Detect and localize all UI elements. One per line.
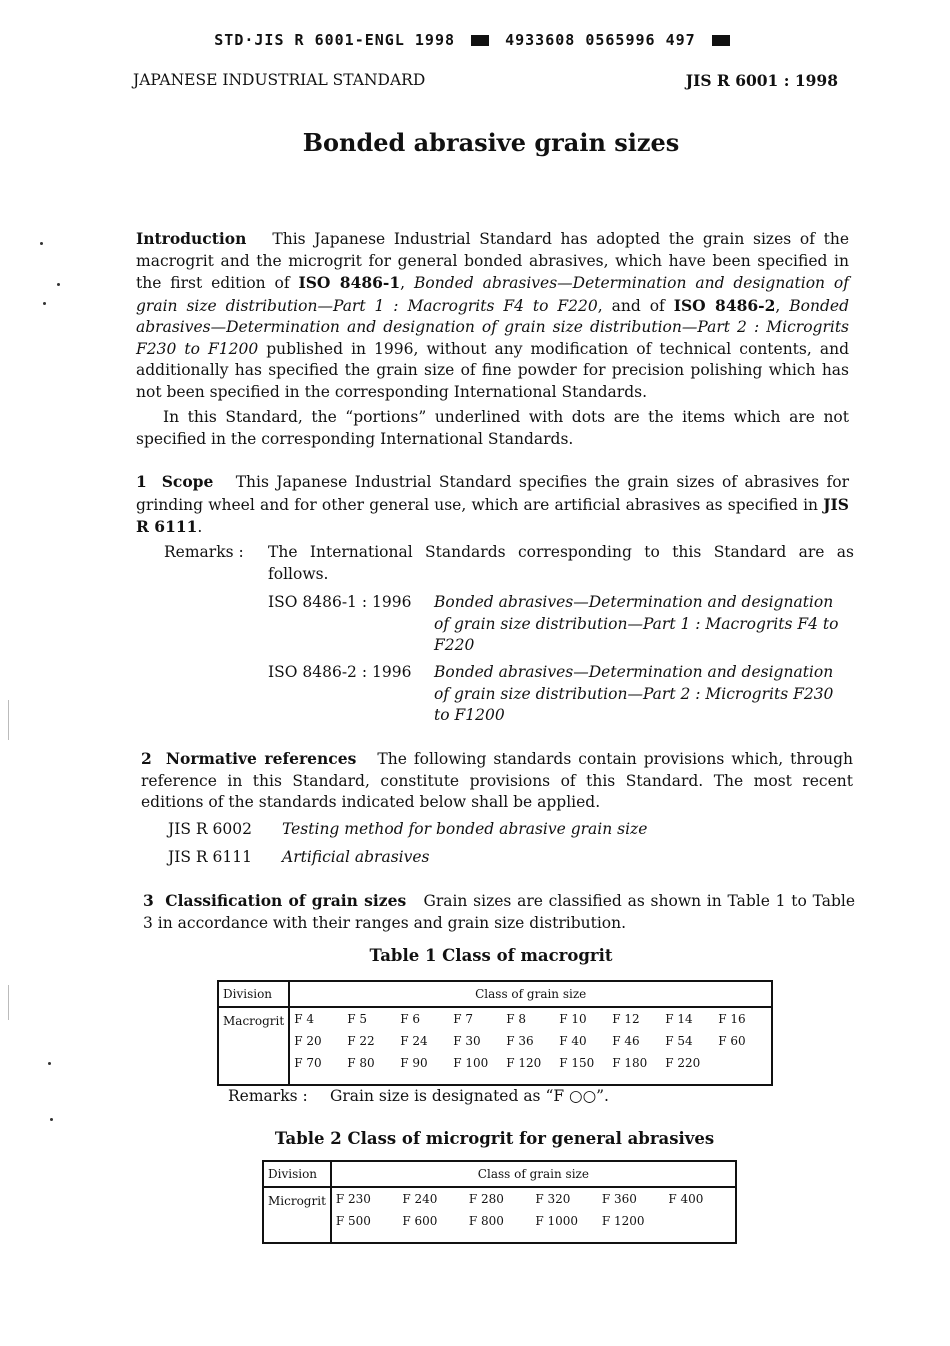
grain-size-cell: F 120: [506, 1056, 542, 1070]
scope-heading: Scope: [161, 472, 214, 491]
classification-heading: Classification of grain sizes: [165, 891, 407, 910]
remarks-label: Remarks :: [164, 543, 244, 561]
table2: [262, 1160, 737, 1244]
grain-size-cell: F 60: [718, 1034, 746, 1048]
table2-grain-cells: [331, 1187, 736, 1243]
jis-ref-code: JIS R 6111: [168, 848, 252, 866]
scan-speck: [40, 242, 43, 245]
grain-size-cell: F 400: [668, 1192, 704, 1206]
scan-speck: [43, 302, 46, 305]
iso-ref-item: [268, 592, 853, 657]
scope-ref: JIS R 6111: [136, 494, 849, 536]
remarks-text: Grain size is designated as “F ○○”.: [330, 1087, 609, 1105]
table1-col-class: Class of grain size: [289, 981, 772, 1007]
table1-caption: Table 1 Class of macrogrit: [369, 946, 613, 965]
introduction-paragraph: [136, 228, 849, 403]
grain-size-cell: F 40: [559, 1034, 587, 1048]
grain-size-cell: F 150: [559, 1056, 595, 1070]
scan-edge-line: [8, 700, 9, 740]
grain-size-cell: F 10: [559, 1012, 587, 1026]
grain-size-cell: F 1000: [535, 1214, 579, 1228]
jis-ref-item: [168, 847, 430, 869]
grain-size-cell: F 6: [400, 1012, 420, 1026]
jis-ref-code: JIS R 6002: [168, 820, 252, 838]
grain-size-cell: F 7: [453, 1012, 473, 1026]
scan-speck: [57, 283, 60, 286]
table1-remarks: [228, 1086, 609, 1108]
grain-size-cell: F 8: [506, 1012, 526, 1026]
intro-iso-title: Bonded abrasives—Determination and designation of grain size distribution—Part 2 : Microgrits F230 to F1200: [136, 296, 849, 358]
grain-size-row: [294, 1056, 771, 1078]
normative-text: The following standards contain provisions which, through reference in this Standard, constitute provisions of this Standard. The most recent editions of the standards indicated below shall be applied.: [141, 750, 854, 811]
table1-grain-cells: [289, 1007, 772, 1085]
table2-col-division: Division: [263, 1161, 331, 1187]
grain-size-cell: F 600: [402, 1214, 438, 1228]
iso-ref-title: Bonded abrasives—Determination and designation of grain size distribution—Part 2 : Microgrits F230 to F1200: [434, 663, 834, 724]
grain-size-cell: F 16: [718, 1012, 746, 1026]
grain-size-cell: F 220: [665, 1056, 701, 1070]
iso-ref-item: [268, 662, 853, 727]
iso-ref-code: ISO 8486-2 : 1996: [268, 663, 412, 681]
grain-size-cell: F 5: [347, 1012, 367, 1026]
intro-iso-ref: ISO 8486-1: [298, 273, 401, 292]
grain-size-row: [294, 1034, 771, 1056]
table2-col-class: Class of grain size: [331, 1161, 736, 1187]
table1: [217, 980, 773, 1086]
grain-size-cell: F 800: [468, 1214, 504, 1228]
grain-size-cell: F 36: [506, 1034, 534, 1048]
standard-type: JAPANESE INDUSTRIAL STANDARD: [133, 71, 426, 89]
grain-size-cell: F 22: [347, 1034, 375, 1048]
page-title: Bonded abrasive grain sizes: [302, 128, 680, 157]
grain-size-cell: F 24: [400, 1034, 428, 1048]
classification-paragraph: [143, 890, 855, 934]
table2-caption: Table 2 Class of microgrit for general abrasives: [274, 1129, 715, 1148]
grain-size-cell: F 30: [453, 1034, 481, 1048]
intro-text: , and of: [597, 296, 674, 315]
normative-number: 2: [141, 749, 152, 768]
scan-speck: [48, 1062, 51, 1065]
scope-number: 1: [136, 472, 147, 491]
scan-header: [0, 30, 950, 52]
jis-ref-title: Artificial abrasives: [282, 848, 430, 866]
jis-ref-item: [168, 819, 647, 841]
grain-size-row: [294, 1012, 771, 1034]
jis-ref-title: Testing method for bonded abrasive grain size: [282, 820, 648, 838]
scope-remarks: [164, 542, 854, 585]
introduction-heading: Introduction: [136, 229, 247, 248]
table1-col-division: Division: [218, 981, 289, 1007]
intro-iso-ref: ISO 8486-2: [673, 295, 776, 315]
grain-size-cell: F 46: [612, 1034, 640, 1048]
grain-size-cell: F 180: [612, 1056, 648, 1070]
grain-size-cell: F 280: [468, 1192, 504, 1206]
grain-size-row: [336, 1192, 735, 1214]
table1-row-label: Macrogrit: [218, 1007, 289, 1085]
grain-size-cell: F 500: [335, 1214, 371, 1228]
grain-size-cell: F 14: [665, 1012, 693, 1026]
remarks-text: The International Standards corresponding to this Standard are as follows.: [268, 543, 854, 583]
grain-size-cell: F 320: [535, 1192, 571, 1206]
grain-size-cell: F 80: [347, 1056, 375, 1070]
intro-text: ,: [400, 274, 414, 292]
grain-size-cell: F 240: [402, 1192, 438, 1206]
intro-text: This Japanese Industrial Standard has adopted the grain sizes of the macrogrit and the microgrit for general bonded abrasives, which have been specified in the first edition of: [136, 230, 850, 292]
grain-size-cell: F 90: [400, 1056, 428, 1070]
scan-header-right: 4933608 0565996 497: [505, 31, 696, 49]
grain-size-row: [336, 1214, 735, 1236]
standard-number: JIS R 6001 : 1998: [685, 71, 838, 90]
classification-number: 3: [143, 891, 154, 910]
scan-block-mark: [712, 35, 730, 46]
grain-size-cell: F 100: [453, 1056, 489, 1070]
grain-size-cell: F 20: [294, 1034, 322, 1048]
intro-text: ,: [775, 296, 790, 315]
grain-size-cell: F 54: [665, 1034, 693, 1048]
grain-size-cell: F 360: [601, 1192, 637, 1206]
iso-ref-title: Bonded abrasives—Determination and designation of grain size distribution—Part 1 : Macrogrits F4 to F220: [434, 593, 839, 654]
scope-paragraph: [136, 471, 849, 539]
grain-size-cell: F 1200: [601, 1214, 645, 1228]
grain-size-cell: F 70: [294, 1056, 322, 1070]
classification-text: Grain sizes are classified as shown in Table 1 to Table 3 in accordance with their ranges and grain size distribution.: [143, 892, 856, 932]
scan-block-mark: [471, 35, 489, 46]
grain-size-cell: F 4: [294, 1012, 314, 1026]
intro-iso-title: Bonded abrasives—Determination and designation of grain size distribution—Part 1 : Macrogrits F4 to F220: [136, 274, 849, 315]
scope-text: .: [197, 518, 203, 536]
normative-references-paragraph: [141, 748, 853, 814]
iso-ref-code: ISO 8486-1 : 1996: [268, 593, 412, 611]
normative-heading: Normative references: [165, 749, 357, 768]
scope-text: This Japanese Industrial Standard specifies the grain sizes of abrasives for grinding wheel and for other general use, which are artificial abrasives as specified in: [136, 473, 850, 514]
grain-size-cell: F 230: [335, 1192, 371, 1206]
scan-edge-line: [8, 985, 9, 1020]
remarks-label: Remarks :: [228, 1087, 308, 1105]
scan-header-left: STD·JIS R 6001-ENGL 1998: [214, 31, 456, 49]
introduction-note: In this Standard, the “portions” underlined with dots are the items which are not specified in the corresponding International Standards.: [136, 408, 849, 448]
intro-text: published in 1996, without any modification of technical contents, and additionally has specified the grain size of fine powder for precision polishing which has not been specified in the corresponding International Standards.: [136, 339, 849, 401]
scan-speck: [50, 1118, 53, 1121]
grain-size-cell: F 12: [612, 1012, 640, 1026]
table2-row-label: Microgrit: [263, 1187, 331, 1243]
